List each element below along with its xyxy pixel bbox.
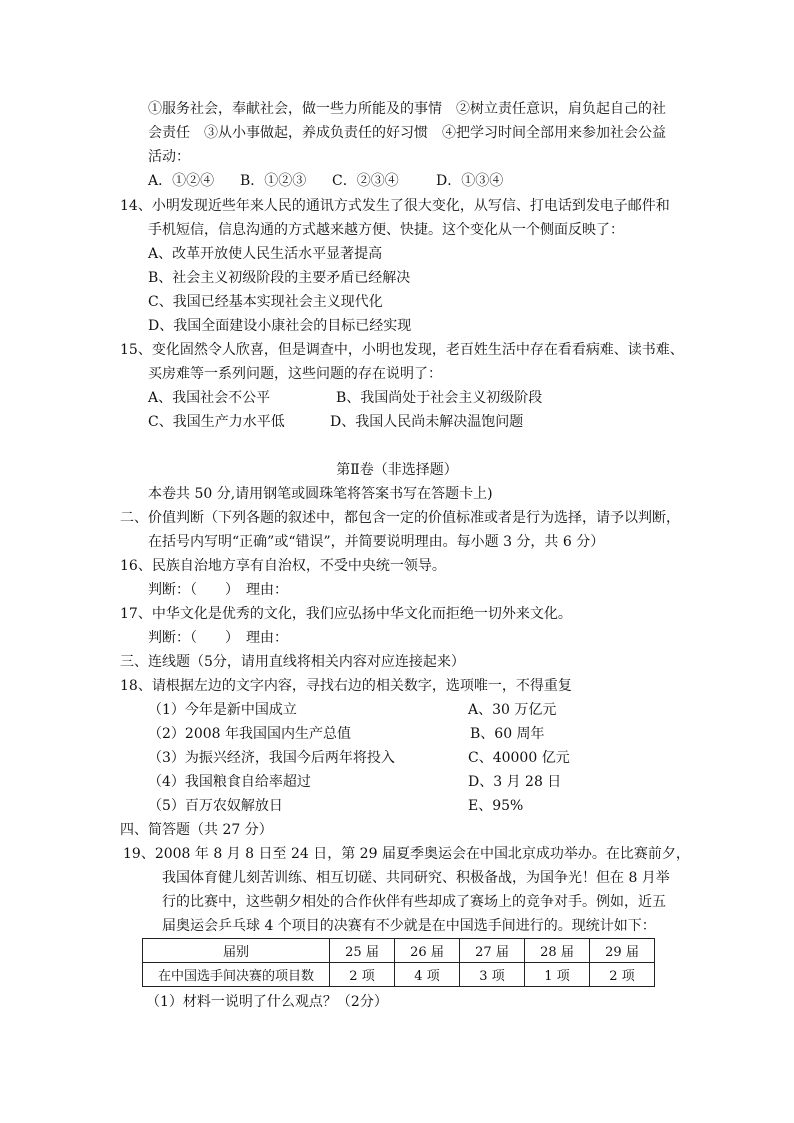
q13-options xyxy=(148,171,503,191)
q19-line2: 我国体育健儿刻苦训练、相互切磋、共同研究、积极备战，为国争光！但在 8 月举 xyxy=(162,870,670,886)
table-cell: 29 届 xyxy=(590,939,655,963)
q19-line4: 届奥运会乒乓球 4 个项目的决赛有不少就是在中国选手间进行的。现统计如下： xyxy=(162,918,656,934)
q13-option-d: D．①③④ xyxy=(436,173,504,189)
q19-line1: 19、2008 年 8 月 8 日至 24 日，第 29 届夏季奥运会在中国北京成功举办。在比赛前夕， xyxy=(123,846,690,862)
table-cell: 2 项 xyxy=(590,963,655,987)
table-cell: 4 项 xyxy=(395,963,460,987)
q13-option-b: B．①②③ xyxy=(240,173,307,189)
q17-answer-line: 判断：（ ） 理由： xyxy=(148,630,288,646)
match-right-item: D、3 月 28 日 xyxy=(468,774,562,790)
q16-answer-line: 判断：（ ） 理由： xyxy=(148,582,288,598)
table-cell: 届别 xyxy=(143,939,330,963)
sec2-heading-line2: 在括号内写明“正确”或“错误”，并简要说明理由。每小题 3 分，共 6 分） xyxy=(148,534,605,550)
q18-stem: 18、请根据左边的文字内容，寻找右边的相关数字，选项唯一，不得重复 xyxy=(120,678,572,694)
q14-stem-line1: 14、小明发现近些年来人民的通讯方式发生了很大变化，从写信、打电话到发电子邮件和 xyxy=(120,198,670,214)
table-cell: 2 项 xyxy=(330,963,395,987)
match-left-item: （1）今年是新中国成立 xyxy=(148,702,297,718)
match-right-item: E、95% xyxy=(468,798,524,814)
table-cell: 3 项 xyxy=(460,963,525,987)
q14-option-d: D、我国全面建设小康社会的目标已经实现 xyxy=(148,318,412,334)
q19-line3: 行的比赛中，这些朝夕相处的合作伙伴有些却成了赛场上的竞争对手。例如，近五 xyxy=(162,894,666,910)
q15-option-b: B、我国尚处于社会主义初级阶段 xyxy=(336,390,543,406)
part2-title: 第Ⅱ卷（非选择题） xyxy=(336,462,458,478)
sec2-heading-line1: 二、价值判断（下列各题的叙述中，都包含一定的价值标准或者是行为选择，请予以判断， xyxy=(120,510,680,526)
match-right-item: B、60 周年 xyxy=(470,726,545,742)
q14-stem-line2: 手机短信，信息沟通的方式越来越方便、快捷。这个变化从一个侧面反映了： xyxy=(148,222,624,238)
match-left-item: （4）我国粮食自给率超过 xyxy=(148,774,311,790)
match-right-item: A、30 万亿元 xyxy=(468,702,557,718)
match-left-item: （3）为振兴经济，我国今后两年将投入 xyxy=(148,750,395,766)
q14-option-a: A、改革开放使人民生活水平显著提高 xyxy=(148,246,383,262)
table-cell: 在中国选手间决赛的项目数 xyxy=(143,963,330,987)
q14-option-c: C、我国已经基本实现社会主义现代化 xyxy=(148,294,383,310)
q19-sub1: （1）材料一说明了什么观点？（2分） xyxy=(146,994,388,1010)
q13-stem-line1: ①服务社会，奉献社会，做一些力所能及的事情 ②树立责任意识，肩负起自己的社 xyxy=(148,101,666,117)
q13-option-c: C．②③④ xyxy=(332,173,399,189)
q15-stem-line2: 买房难等一系列问题，这些问题的存在说明了： xyxy=(148,366,442,382)
table-cell: 28 届 xyxy=(525,939,590,963)
sec3-heading: 三、连线题（5分，请用直线将相关内容对应连接起来） xyxy=(120,654,465,670)
table-cell: 27 届 xyxy=(460,939,525,963)
table-header-row xyxy=(143,939,655,963)
table-cell: 25 届 xyxy=(330,939,395,963)
match-left-item: （2）2008 年我国国内生产总值 xyxy=(148,726,351,742)
table-row xyxy=(143,963,655,987)
q15-option-c: C、我国生产力水平低 xyxy=(148,414,285,430)
q13-stem-line3: 活动： xyxy=(148,149,190,165)
q15-option-a: A、我国社会不公平 xyxy=(148,390,271,406)
table-cell: 26 届 xyxy=(395,939,460,963)
q13-option-a: A．①②④ xyxy=(148,173,215,189)
olympic-final-table xyxy=(142,938,655,987)
q15-option-d: D、我国人民尚未解决温饱问题 xyxy=(330,414,524,430)
match-right-item: C、40000 亿元 xyxy=(468,750,570,766)
match-left-item: （5）百万农奴解放日 xyxy=(148,798,283,814)
q17-stem: 17、中华文化是优秀的文化，我们应弘扬中华文化而拒绝一切外来文化。 xyxy=(120,606,572,622)
q16-stem: 16、民族自治地方享有自治权，不受中央统一领导。 xyxy=(120,558,446,574)
q15-stem-line1: 15、变化固然令人欣喜，但是调查中，小明也发现，老百姓生活中存在看看病难、读书难、 xyxy=(120,342,684,358)
part2-note: 本卷共 50 分,请用钢笔或圆珠笔将答案书写在答题卡上) xyxy=(148,486,493,502)
table-cell: 1 项 xyxy=(525,963,590,987)
q13-stem-line2: 会责任 ③从小事做起，养成负责任的好习惯 ④把学习时间全部用来参加社会公益 xyxy=(148,125,666,141)
sec4-heading: 四、简答题（共 27 分） xyxy=(120,822,273,838)
q14-option-b: B、社会主义初级阶段的主要矛盾已经解决 xyxy=(148,270,411,286)
